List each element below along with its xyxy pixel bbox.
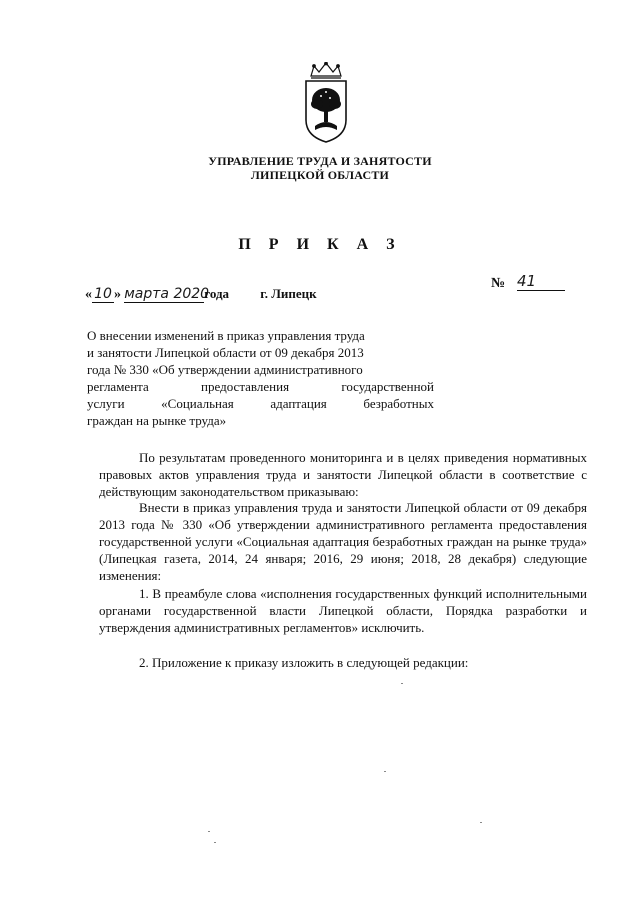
scan-speck <box>208 831 210 832</box>
scan-speck <box>401 683 403 684</box>
order-subject <box>87 327 434 429</box>
body-paragraph-3 <box>99 585 587 636</box>
paragraph-preamble: По результатам проведенного мониторинга и в целях приведения нормативных правовых актов управления труда и занятости Липецкой области в соответствие с действующим законодательством приказываю: <box>99 450 587 499</box>
date-open-quote: « <box>85 287 92 302</box>
subject-line: регламента предоставления государственной <box>87 379 434 394</box>
crown-icon <box>311 62 341 78</box>
date-month-year: марта 2020 <box>124 286 210 302</box>
org-name-line1: УПРАВЛЕНИЕ ТРУДА И ЗАНЯТОСТИ <box>208 154 432 168</box>
order-number-label: № <box>491 276 506 291</box>
order-number-value: 41 <box>517 272 565 291</box>
scan-speck <box>480 822 482 823</box>
scan-speck <box>384 771 386 772</box>
city-name: г. Липецк <box>260 286 317 301</box>
subject-line: услуги «Социальная адаптация безработных <box>87 396 434 411</box>
subject-line: года № 330 «Об утверждении административного <box>87 362 363 377</box>
org-name-line2: ЛИПЕЦКОЙ ОБЛАСТИ <box>250 168 390 182</box>
document-title: П Р И К А З <box>238 236 402 253</box>
coat-of-arms-emblem <box>297 62 355 144</box>
body-paragraph-4 <box>99 654 587 671</box>
paragraph-item-1: 1. В преамбуле слова «исполнения государственных функций исполнительными органами государственной власти Липецкой области, Порядка разработки и утверждения административных регламентов» исключить. <box>99 586 587 635</box>
body-paragraph-2 <box>99 499 587 584</box>
subject-line: граждан на рынке труда» <box>87 413 227 428</box>
scan-speck <box>214 842 216 843</box>
date-suffix: года <box>204 286 230 301</box>
date-line <box>85 286 317 303</box>
body-paragraph-1 <box>99 449 587 500</box>
paragraph-amendment: Внести в приказ управления труда и занятости Липецкой области от 09 декабря 2013 года № 330 «Об утверждении административного регламента предоставления государственной услуги «Социальная адаптация безработных граждан на рынке труда» (Липецкая газета, 2014, 24 января; 2016, 29 июня; 2018, 28 декабря) следующие изменения: <box>99 500 587 583</box>
date-day: 10 <box>92 286 114 303</box>
subject-line: и занятости Липецкой области от 09 декабря 2013 <box>87 345 364 360</box>
subject-line: О внесении изменений в приказ управления труда <box>87 328 365 343</box>
paragraph-item-2: 2. Приложение к приказу изложить в следующей редакции: <box>139 655 469 670</box>
date-close-quote: » <box>114 287 121 302</box>
